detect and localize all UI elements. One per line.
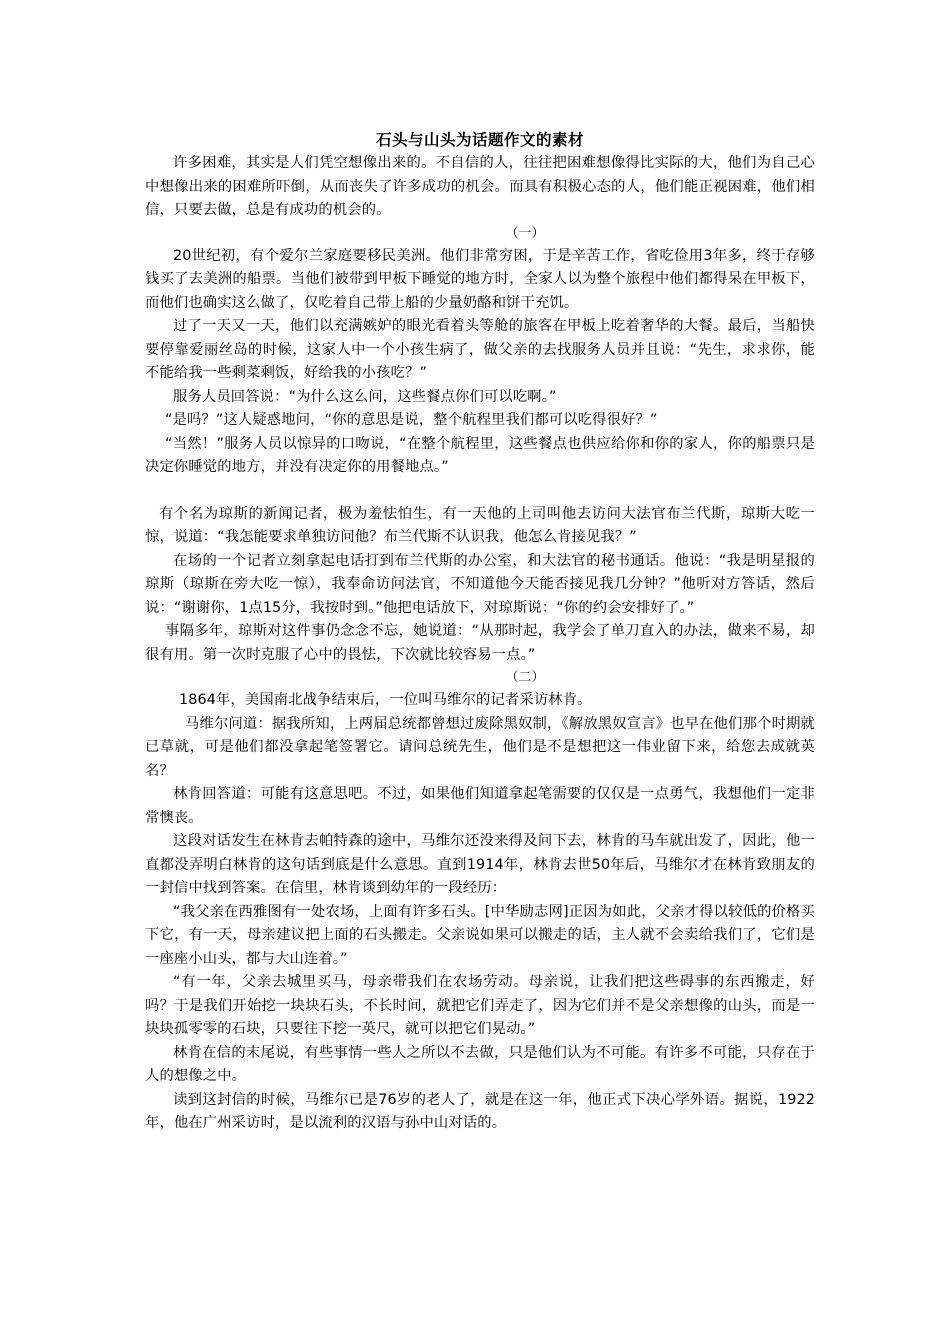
paragraph-gap [145, 480, 815, 503]
paragraph: 在场的一个记者立刻拿起电话打到布兰代斯的办公室，和大法官的秘书通话。他说：“我是明星报的琼斯（琼斯在旁大吃一惊），我奉命访问法官，不知道他今天能否接见我几分钟？”他听对方答话，然后说：“谢谢你，1点15分，我按时到。”他把电话放下，对琼斯说：“你的约会安排好了。” [145, 552, 815, 616]
paragraph: 20世纪初，有个爱尔兰家庭要移民美洲。他们非常穷困，于是辛苦工作，省吃俭用3年多，终于存够钱买了去美洲的船票。当他们被带到甲板下睡觉的地方时，全家人以为整个旅程中他们都得呆在甲板下，而他们也确实这么做了，仅吃着自己带上船的少量奶酪和饼干充饥。 [145, 247, 815, 311]
section-2-label: （二） [505, 670, 545, 685]
paragraph: 这段对话发生在林肯去帕特森的途中，马维尔还没来得及问下去，林肯的马车就出发了，因此，他一直都没弄明白林肯的这句话到底是什么意思。直到1914年，林肯去世50年后，马维尔才在林肯致朋友的一封信中找到答案。在信里，林肯谈到幼年的一段经历： [145, 833, 815, 896]
paragraph: 1864年，美国南北战争结束后，一位叫马维尔的记者采访林肯。 [179, 692, 592, 708]
paragraph: 有个名为琼斯的新闻记者，极为羞怯怕生，有一天他的上司叫他去访问大法官布兰代斯，琼斯大吃一惊，说道：“我怎能要求单独访问他？布兰代斯不认识我，他怎么肯接见我？” [145, 505, 815, 545]
document-page [145, 128, 815, 1136]
paragraph: 过了一天又一天，他们以充满嫉妒的眼光看着头等舱的旅客在甲板上吃着奢华的大餐。最后，当船快要停靠爱丽丝岛的时候，这家人中一个小孩生病了，做父亲的去找服务人员并且说：“先生，求求你，能不能给我一些剩菜剩饭，好给我的小孩吃？” [145, 318, 815, 381]
paragraph: 服务人员回答说：“为什么这么问，这些餐点你们可以吃啊。” [173, 388, 557, 405]
paragraph: 事隔多年，琼斯对这件事仍念念不忘，她说道：“从那时起，我学会了单刀直入的办法，做来不易，却很有用。第一次时克服了心中的畏怯，下次就比较容易一点。” [145, 623, 815, 663]
intro-paragraph: 许多困难，其实是人们凭空想像出来的。不自信的人，往往把困难想像得比实际的大，他们为自己心中想像出来的困难所吓倒，从而丧失了许多成功的机会。而具有积极心态的人，他们能正视困难，他们相信，只要去做，总是有成功的机会的。 [145, 155, 815, 218]
paragraph: 林肯在信的末尾说，有些事情一些人之所以不去做，只是他们认为不可能。有许多不可能，只存在于人的想像之中。 [145, 1044, 815, 1084]
paragraph: 读到这封信的时候，马维尔已是76岁的老人了，就是在这一年，他正式下决心学外语。据说，1922年，他在广州采访时，是以流利的汉语与孙中山对话的。 [145, 1091, 815, 1131]
document-title: 石头与山头为话题作文的素材 [375, 131, 584, 149]
paragraph: “是吗？”这人疑惑地问，“你的意思是说，整个航程里我们都可以吃得很好？” [165, 412, 658, 428]
paragraph: 林肯回答道：可能有这意思吧。不过，如果他们知道拿起笔需要的仅仅是一点勇气，我想他们一定非常懊丧。 [145, 786, 815, 826]
paragraph: “我父亲在西雅图有一处农场，上面有许多石头。[中华励志网]正因为如此，父亲才得以较低的价格买下它，有一天，母亲建议把上面的石头搬走。父亲说如果可以搬走的话，主人就不会卖给我们了，它们是一座座小山头，都与大山连着。” [145, 903, 815, 967]
paragraph: “当然！”服务人员以惊异的口吻说，“在整个航程里，这些餐点也供应给你和你的家人，你的船票只是决定你睡觉的地方，并没有决定你的用餐地点。” [145, 435, 815, 475]
paragraph: “有一年，父亲去城里买马，母亲带我们在农场劳动。母亲说，让我们把这些碍事的东西搬走，好吗？于是我们开始挖一块块石头，不长时间，就把它们弄走了，因为它们并不是父亲想像的山头，而是一块块孤零零的石块，只要往下挖一英尺，就可以把它们晃动。” [145, 974, 815, 1037]
paragraph: 马维尔问道：据我所知，上两届总统都曾想过废除黑奴制，《解放黑奴宣言》也早在他们那个时期就已草就，可是他们都没拿起笔签署它。请问总统先生，他们是不是想把这一伟业留下来，给您去成就英名？ [145, 715, 815, 779]
section-1-label: （一） [505, 225, 545, 241]
